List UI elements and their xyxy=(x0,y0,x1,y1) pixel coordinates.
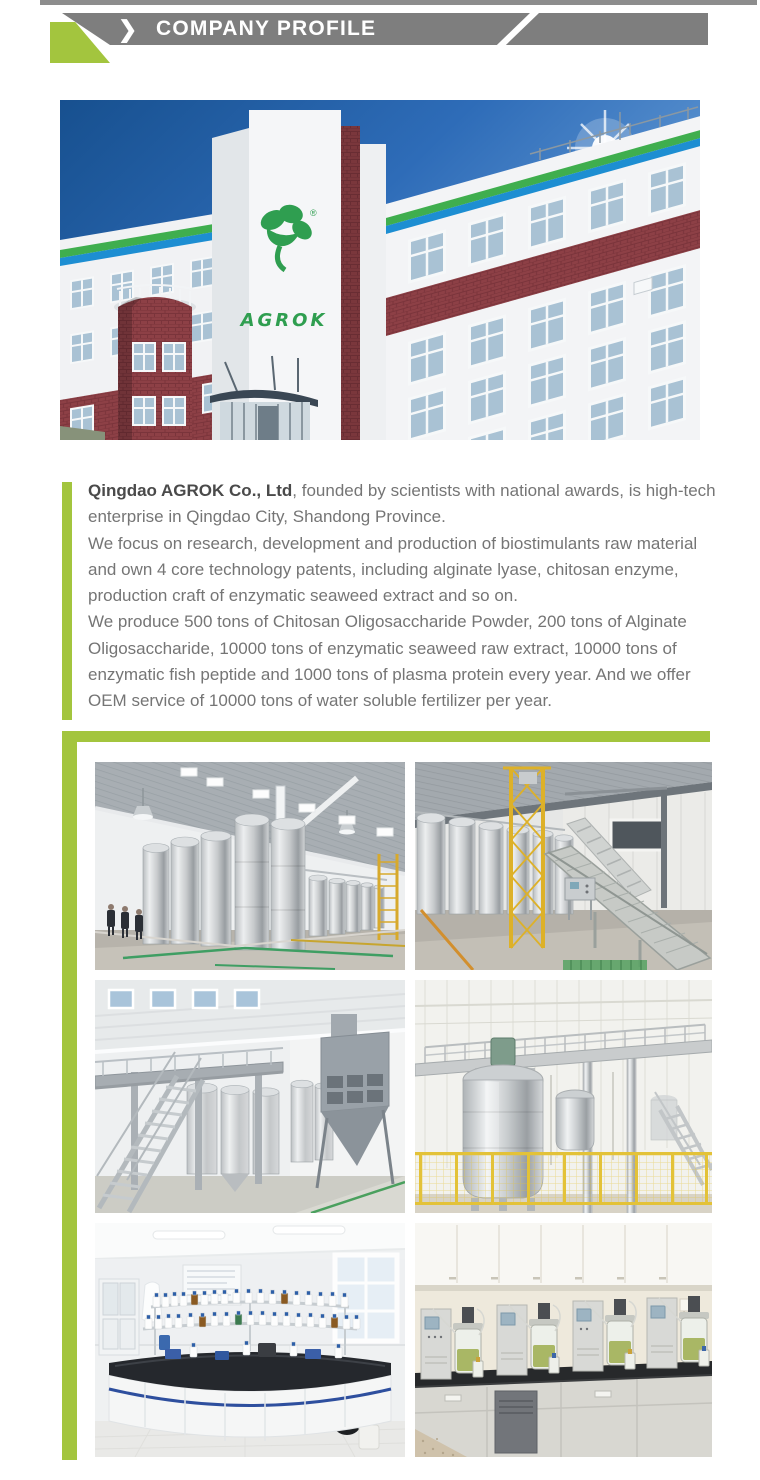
gallery-left-accent-bar xyxy=(62,731,77,1460)
under-bench-unit xyxy=(495,1391,537,1453)
green-floor-mat xyxy=(563,960,647,970)
company-building-photo xyxy=(60,100,700,440)
window-opening xyxy=(611,820,663,850)
blue-jug xyxy=(159,1335,170,1350)
small-vessel xyxy=(556,1090,594,1150)
yellow-safety-fence xyxy=(415,1152,712,1205)
logo-wordmark: AGROK xyxy=(240,310,328,331)
photo-tank-farm-workshop xyxy=(95,762,405,970)
about-paragraph-3: We produce 500 tons of Chitosan Oligosaccharide Powder, 200 tons of Alginate Oligosaccharide, 10000 tons of enzymatic seaweed raw extract, 10000 tons of enzymatic fish peptide and 1000 tons of plasma protein every year. And we offer OEM service of 10000 tons of water soluble fertilizer per year. xyxy=(88,612,691,711)
glass-cabinet xyxy=(99,1279,139,1355)
brick-turret xyxy=(114,285,196,440)
gallery-top-accent-bar xyxy=(62,731,710,742)
ceiling-light xyxy=(153,1231,225,1239)
island-bench xyxy=(109,1352,391,1441)
bench-cabinets xyxy=(415,1375,712,1457)
chevron-right-icon: ❯ xyxy=(118,16,138,42)
company-name: Qingdao AGROK Co., Ltd xyxy=(88,481,293,500)
tank-row xyxy=(415,812,573,914)
about-paragraph-2: We focus on research, development and production of biostimulants raw material and own 4 core technology patents, including alginate lyase, chitosan enzyme, production craft of enzymatic seaweed extract and so on. xyxy=(88,533,698,606)
registered-mark: ® xyxy=(310,208,317,218)
photo-reactor-vessel xyxy=(415,980,712,1213)
ceiling-light xyxy=(273,1226,345,1234)
about-text xyxy=(88,478,728,715)
section-title: COMPANY PROFILE xyxy=(156,17,377,40)
building-illustration xyxy=(60,100,700,440)
photo-conveyor-workshop xyxy=(415,762,712,970)
photo-laboratory xyxy=(95,1223,405,1457)
photo-bioreactor-lab xyxy=(415,1223,712,1457)
photo-spray-dryer-workshop xyxy=(95,980,405,1213)
about-paragraph-1: Qingdao AGROK Co., Ltd, founded by scientists with national awards, is high-tech enterprise in Qingdao City, Shandong Province. xyxy=(88,481,716,527)
about-accent-bar xyxy=(62,482,72,720)
header-top-strip xyxy=(40,0,757,5)
tower-right-strip xyxy=(360,144,386,440)
wall-cabinets xyxy=(415,1223,712,1291)
